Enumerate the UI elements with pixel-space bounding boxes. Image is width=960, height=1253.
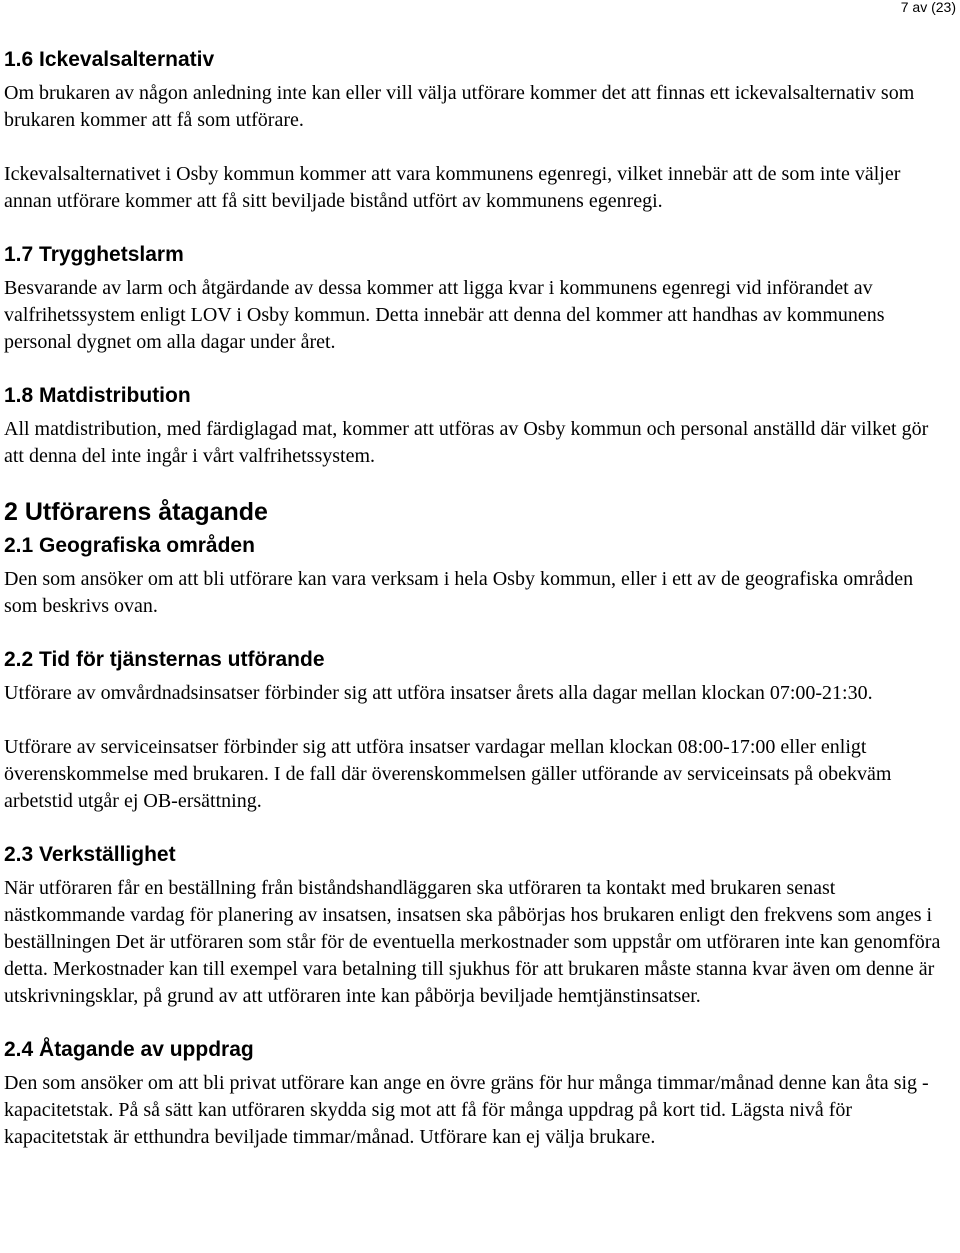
chapter-heading: 2 Utförarens åtagande [4, 498, 268, 526]
paragraph: Besvarande av larm och åtgärdande av dessa kommer att ligga kvar i kommunens egenregi vid införandet av valfrihetssystem enligt LOV i Osby kommun. Detta innebär att denna del kommer att handhas av kommunens personal dygnet om alla dagar under året. [4, 277, 885, 353]
section-heading: 2.4 Åtagande av uppdrag [4, 1038, 254, 1061]
section-2-4 [4, 1034, 950, 1151]
section-heading: 1.6 Ickevalsalternativ [4, 48, 215, 71]
paragraph: Utförare av omvårdnadsinsatser förbinder sig att utföra insatser årets alla dagar mellan klockan 07:00-21:30. [4, 682, 873, 704]
section-heading: 2.1 Geografiska områden [4, 534, 255, 557]
section-2-2 [4, 644, 950, 815]
section-1-6 [4, 44, 950, 215]
paragraph: Den som ansöker om att bli privat utförare kan ange en övre gräns för hur många timmar/månad denne kan åta sig - kapacitetstak. På så sätt kan utföraren skydda sig mot att få för många uppdrag på kort tid. Lägsta nivå för kapacitetstak är etthundra beviljade timmar/månad. Utförare kan ej välja brukare. [4, 1072, 929, 1148]
document-body [4, 44, 950, 1151]
paragraph: All matdistribution, med färdiglagad mat, kommer att utföras av Osby kommun och personal anställd där vilket gör att denna del inte ingår i vårt valfrihetssystem. [4, 418, 929, 467]
section-heading: 2.2 Tid för tjänsternas utförande [4, 648, 325, 671]
section-heading: 2.3 Verkställighet [4, 843, 176, 866]
paragraph: Den som ansöker om att bli utförare kan vara verksam i hela Osby kommun, eller i ett av de geografiska områden som beskrivs ovan. [4, 568, 914, 617]
section-heading: 1.8 Matdistribution [4, 384, 191, 407]
section-2-3 [4, 839, 950, 1010]
section-heading: 1.7 Trygghetslarm [4, 243, 184, 266]
paragraph: Utförare av serviceinsatser förbinder sig att utföra insatser vardagar mellan klockan 08:00-17:00 eller enligt överenskommelse med brukaren. I de fall där överenskommelsen gäller utförande av serviceinsats på obekväm arbetstid utgår ej OB-ersättning. [4, 736, 892, 812]
page-number: 7 av (23) [900, 0, 956, 15]
section-1-8 [4, 380, 950, 470]
paragraph: När utföraren får en beställning från biståndshandläggaren ska utföraren ta kontakt med brukaren senast nästkommande vardag för planering av insatsen, insatsen ska påbörjas hos brukaren enligt den frekvens som anges i beställningen Det är utföraren som står för de eventuella merkostnader som uppstår om utföraren inte kan genomföra detta. Merkostnader kan till exempel vara betalning till sjukhus för att brukaren måste stanna kvar även om denne är utskrivningsklar, på grund av att utföraren inte kan påbörja beviljade hemtjänstinsatser. [4, 877, 941, 1007]
section-1-7 [4, 239, 950, 356]
paragraph: Om brukaren av någon anledning inte kan eller vill välja utförare kommer det att finnas ett ickevalsalternativ som brukaren kommer att få som utförare. [4, 82, 915, 131]
section-2-1 [4, 530, 950, 620]
section-2 [4, 494, 950, 530]
paragraph: Ickevalsalternativet i Osby kommun kommer att vara kommunens egenregi, vilket innebär att de som inte väljer annan utförare kommer att få sitt beviljade bistånd utfört av kommunens egenregi. [4, 163, 901, 212]
